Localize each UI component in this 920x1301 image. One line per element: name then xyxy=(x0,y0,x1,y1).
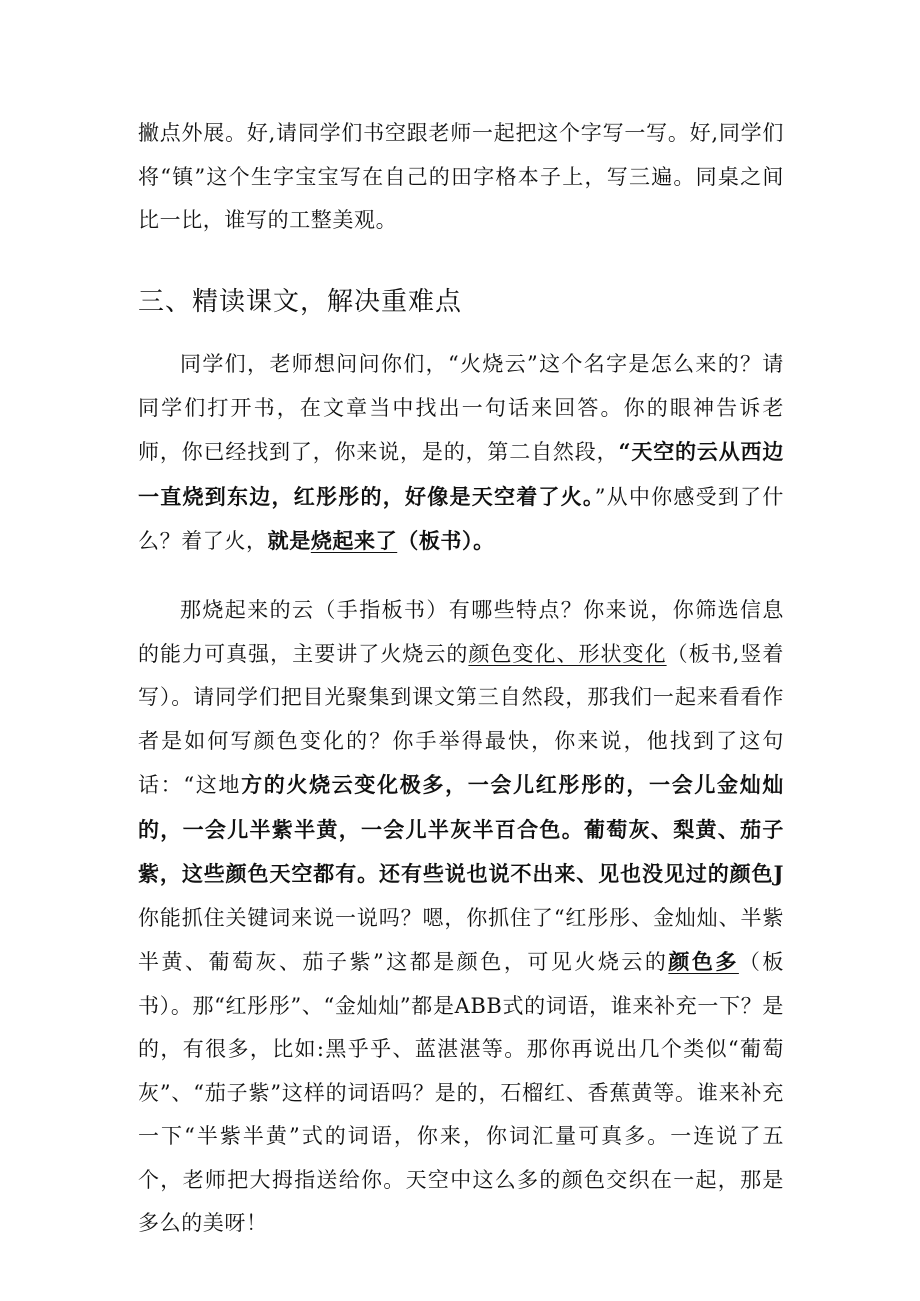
bold-text: （板书）。 xyxy=(397,528,495,553)
paragraph-body xyxy=(138,589,784,1246)
board-note-many-colors: 颜色多 xyxy=(668,949,739,974)
paragraph-text: 撇点外展。好,请同学们书空跟老师一起把这个字写一写。好,同学们将“镇”这个生字宝宝写在自己的田字格本子上，写三遍。同桌之间比一比，谁写的工整美观。 xyxy=(138,121,784,232)
board-note-changes: 颜色变化、形状变化 xyxy=(468,641,667,666)
bold-text: 就是 xyxy=(267,528,311,553)
paragraph-name-origin xyxy=(138,343,784,564)
paragraph-writing-practice xyxy=(138,112,784,243)
paragraph-body xyxy=(138,343,784,564)
text-run: 你能抓住关键词来说一说吗？嗯，你抓住了“红彤彤、金灿灿、半紫半黄、葡萄灰、茄子紫”这都是颜色，可见火烧云的 xyxy=(138,905,784,974)
quoted-passage-bold: 方的火烧云变化极多，一会儿红彤彤的，一会儿金灿灿的，一会儿半紫半黄，一会儿半灰半百合色。葡萄灰、梨黄、茄子紫，这些颜色天空都有。还有些说也说不出来、见也没见过的颜色J xyxy=(138,772,784,886)
quoted-sentence-bold: “天空的云从西边一直烧到东边，红彤彤的，好像是天空着了火。 xyxy=(138,439,784,509)
board-note-burning: 烧起来了 xyxy=(310,528,398,553)
text-run: ”从中你感受到了什么？着了火， xyxy=(138,484,784,553)
section-heading: 三、精读课文，解决重难点 xyxy=(138,287,463,317)
paragraph-color-changes xyxy=(138,589,784,1246)
text-run: 那烧起来的云（手指板书）有哪些特点？你来说，你筛选信息的能力可真强，主要讲了火烧云的 xyxy=(138,598,784,666)
text-run: 同学们，老师想问问你们，“火烧云”这个名字是怎么来的？请同学们打开书，在文章当中找出一句话来回答。你的眼神告诉老师，你已经找到了，你来说，是的，第二自然段， xyxy=(138,352,784,464)
text-run: （板书,竖着写）。请同学们把目光聚集到课文第三自然段，那我们一起来看看作者是如何写颜色变化的？你手举得最快，你来说，他找到了这句话：“这地 xyxy=(138,641,785,797)
text-run: （板书）。那“红彤彤”、“金灿灿”都是ABB式的词语，谁来补充一下？是的，有很多，比如:黑乎乎、蓝湛湛等。那你再说出几个类似“葡萄灰”、“茄子紫”这样的词语吗？是的，石榴红、香蕉黄等。谁来补充一下“半紫半黄”式的词语，你来，你词汇量可真多。一连说了五个，老师把大拇指送给你。天空中这么多的颜色交织在一起，那是多么的美呀！ xyxy=(138,950,784,1235)
